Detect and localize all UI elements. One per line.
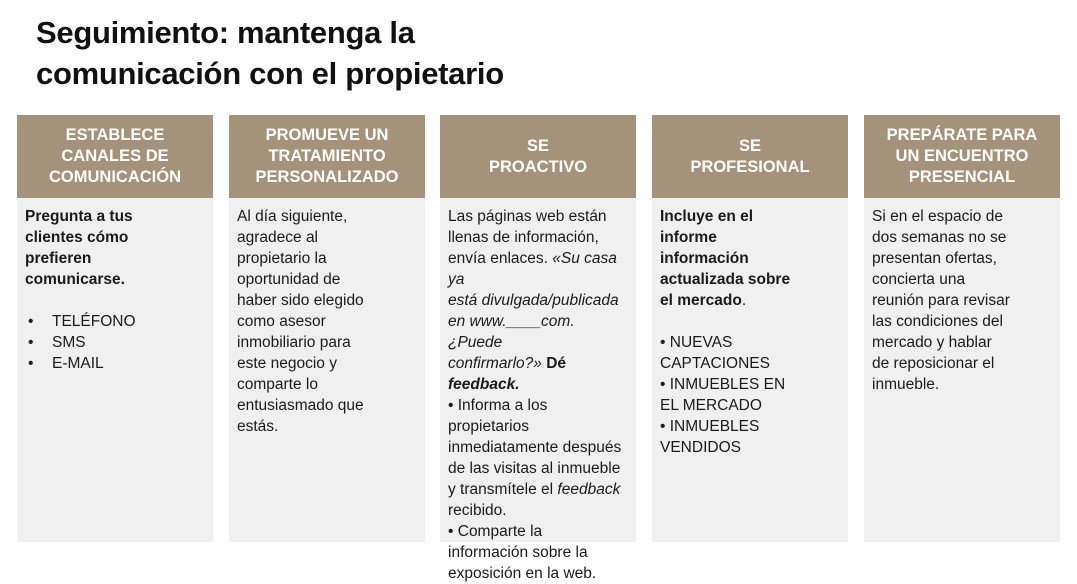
text-line: Incluye en el bbox=[660, 208, 754, 225]
column-header-line: PRESENCIAL bbox=[908, 168, 1016, 186]
text-segment: Comparte la bbox=[453, 523, 543, 540]
column-professional bbox=[652, 115, 848, 542]
text-segment: Dé bbox=[541, 355, 567, 372]
text-line: concierta una bbox=[872, 271, 966, 288]
text-line: CAPTACIONES bbox=[660, 355, 770, 372]
text-line bbox=[448, 479, 628, 500]
text-line bbox=[660, 374, 840, 395]
bullet-icon: • bbox=[28, 334, 34, 351]
text-line bbox=[660, 332, 840, 353]
text-line: clientes cómo bbox=[25, 229, 129, 246]
column-header-line: CANALES DE bbox=[61, 147, 169, 165]
column-header-line: PREPÁRATE PARA bbox=[886, 126, 1038, 144]
text-line: como asesor bbox=[237, 313, 326, 330]
text-line: agradece al bbox=[237, 229, 319, 246]
list-item-label: INMUEBLES bbox=[665, 418, 760, 435]
column-header-line: UN ENCUENTRO bbox=[895, 147, 1029, 165]
text-line: llenas de información, bbox=[448, 229, 599, 246]
text-line: recibido. bbox=[448, 502, 507, 519]
column-header bbox=[17, 115, 213, 198]
column-header-line: PERSONALIZADO bbox=[255, 168, 399, 186]
text-line: comparte lo bbox=[237, 376, 318, 393]
text-line: propietarios bbox=[448, 418, 529, 435]
list-item bbox=[25, 311, 205, 332]
list-item-label: TELÉFONO bbox=[52, 313, 136, 330]
bullet-icon: • bbox=[660, 418, 666, 435]
intro-text bbox=[25, 206, 205, 290]
text-line bbox=[448, 353, 628, 374]
list-item-label: NUEVAS bbox=[665, 334, 733, 351]
list-item bbox=[25, 332, 205, 353]
column-header-line: SE bbox=[526, 136, 549, 155]
text-segment: feedback bbox=[557, 481, 621, 498]
text-line: inmobiliario para bbox=[237, 334, 351, 351]
feedback-text: feedback. bbox=[448, 376, 520, 393]
bullet-icon: • bbox=[448, 523, 454, 540]
text-line: este negocio y bbox=[237, 355, 337, 372]
column-body bbox=[864, 198, 1060, 395]
column-header-line: SE bbox=[738, 136, 761, 155]
text-line: mercado y hablar bbox=[872, 334, 992, 351]
column-personalized-treatment bbox=[229, 115, 425, 542]
column-proactive bbox=[440, 115, 636, 582]
text-line: prefieren bbox=[25, 250, 92, 267]
bullet-icon: • bbox=[448, 397, 454, 414]
column-header-line: COMUNICACIÓN bbox=[49, 168, 181, 186]
quote-text: está divulgada/publicada bbox=[448, 292, 619, 309]
text-line: dos semanas no se bbox=[872, 229, 1007, 246]
quote-text: en www.____com. ¿Puede bbox=[448, 313, 575, 351]
text-line: exposición en la web. bbox=[448, 565, 597, 582]
quote-text: «Su casa ya bbox=[448, 250, 617, 288]
column-header-line: PROACTIVO bbox=[488, 157, 588, 176]
column-header bbox=[440, 115, 636, 198]
text-line: haber sido elegido bbox=[237, 292, 364, 309]
text-line: información sobre la bbox=[448, 544, 588, 561]
text-line: de reposicionar el bbox=[872, 355, 995, 372]
text-segment: el mercado bbox=[660, 292, 742, 309]
bullet-icon: • bbox=[28, 313, 34, 330]
page-title-line-1: Seguimiento: mantenga la bbox=[36, 15, 415, 50]
market-list bbox=[660, 332, 840, 458]
columns-container bbox=[17, 115, 1060, 582]
text-line bbox=[448, 311, 628, 353]
text-line: EL MERCADO bbox=[660, 397, 762, 414]
column-body bbox=[17, 198, 213, 374]
page-title-line-2: comunicación con el propietario bbox=[36, 56, 504, 91]
text-line: propietario la bbox=[237, 250, 327, 267]
text-line: de las visitas al inmueble bbox=[448, 460, 621, 477]
column-body bbox=[652, 198, 848, 458]
column-header-line: TRATAMIENTO bbox=[268, 147, 386, 165]
text-line: informe bbox=[660, 229, 717, 246]
bullet-icon: • bbox=[660, 376, 666, 393]
text-segment: . bbox=[741, 292, 747, 309]
text-line bbox=[448, 374, 628, 395]
text-line: Al día siguiente, bbox=[237, 208, 348, 225]
text-line bbox=[448, 521, 628, 542]
text-segment: envía enlaces. bbox=[448, 250, 553, 267]
text-segment: Informa a los bbox=[453, 397, 548, 414]
channel-list bbox=[25, 311, 205, 374]
text-line: entusiasmado que bbox=[237, 397, 364, 414]
text-line: Si en el espacio de bbox=[872, 208, 1003, 225]
text-line: inmediatamente después bbox=[448, 439, 622, 456]
text-line bbox=[660, 416, 840, 437]
text-line: Las páginas web están bbox=[448, 208, 607, 225]
body-text bbox=[237, 206, 417, 437]
text-line: inmueble. bbox=[872, 376, 940, 393]
text-line: Pregunta a tus bbox=[25, 208, 133, 225]
text-line: estás. bbox=[237, 418, 279, 435]
column-header bbox=[229, 115, 425, 198]
bullet-icon: • bbox=[28, 355, 34, 372]
text-line: actualizada sobre bbox=[660, 271, 791, 288]
list-item bbox=[25, 353, 205, 374]
column-in-person-meeting bbox=[864, 115, 1060, 542]
text-line: VENDIDOS bbox=[660, 439, 741, 456]
body-text bbox=[872, 206, 1052, 395]
text-line bbox=[448, 395, 628, 416]
intro-text bbox=[660, 206, 840, 311]
column-header-line: PROFESIONAL bbox=[690, 157, 810, 176]
text-line bbox=[448, 248, 628, 290]
list-item-label: E-MAIL bbox=[52, 355, 104, 372]
quote-text: confirmarlo?» bbox=[448, 355, 542, 372]
column-header bbox=[652, 115, 848, 198]
bullet-icon: • bbox=[660, 334, 666, 351]
text-line bbox=[448, 290, 628, 311]
text-line: comunicarse. bbox=[25, 271, 125, 288]
column-body bbox=[229, 198, 425, 437]
column-communication-channels bbox=[17, 115, 213, 542]
body-text bbox=[448, 206, 628, 584]
text-line: información bbox=[660, 250, 749, 267]
column-header-line: PROMUEVE UN bbox=[265, 126, 389, 144]
text-line bbox=[660, 290, 840, 311]
text-line: presentan ofertas, bbox=[872, 250, 997, 267]
column-header bbox=[864, 115, 1060, 198]
list-item-label: INMUEBLES EN bbox=[665, 376, 786, 393]
page-title bbox=[36, 12, 504, 94]
column-header-line: ESTABLECE bbox=[65, 126, 165, 144]
text-segment: y transmítele el bbox=[448, 481, 558, 498]
text-line: reunión para revisar bbox=[872, 292, 1010, 309]
list-item-label: SMS bbox=[52, 334, 86, 351]
column-body bbox=[440, 198, 636, 584]
text-line: oportunidad de bbox=[237, 271, 341, 288]
text-line: las condiciones del bbox=[872, 313, 1003, 330]
